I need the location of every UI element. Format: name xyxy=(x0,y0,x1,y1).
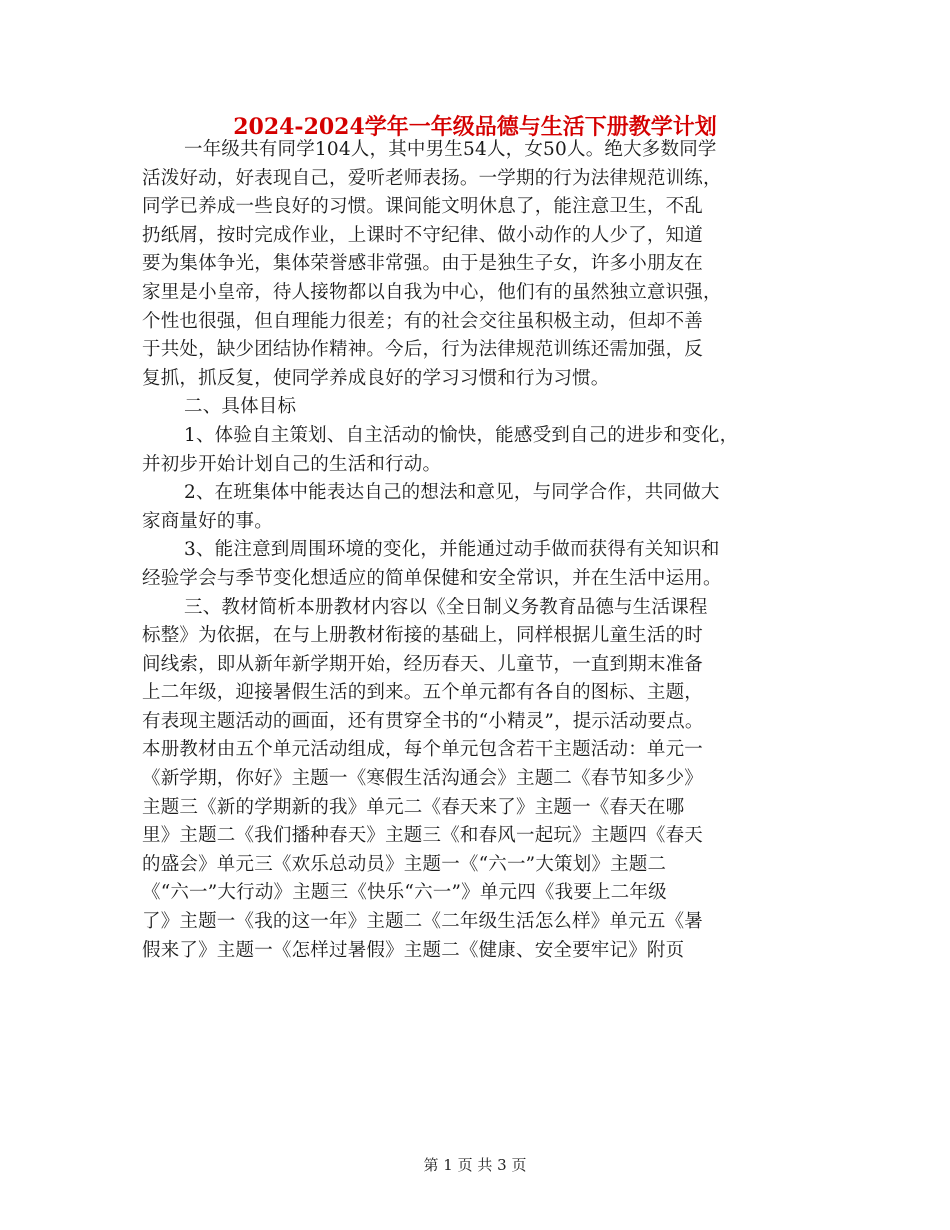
paragraph-line: 于共处，缺少团结协作精神。今后，行为法律规范训练还需加强，反 xyxy=(142,339,704,361)
paragraph-line: 活泼好动，好表现自己，爱听老师表扬。一学期的行为法律规范训练， xyxy=(142,167,722,189)
paragraph-line: 复抓，抓反复，使同学养成良好的学习习惯和行为习惯。 xyxy=(142,367,610,389)
paragraph-line: 标整》为依据，在与上册教材衔接的基础上，同样根据儿童生活的时 xyxy=(142,625,704,647)
paragraph-line: 上二年级，迎接暑假生活的到来。五个单元都有各自的图标、主题， xyxy=(142,682,704,704)
paragraph-line: 里》主题二《我们播种春天》主题三《和春风一起玩》主题四《春天 xyxy=(142,825,704,847)
paragraph-line: 《“六一”大行动》主题三《快乐“六一”》单元四《我要上二年级 xyxy=(142,882,667,904)
document-title: 2024-2024学年一年级品德与生活下册教学计划 xyxy=(233,114,717,140)
paragraph-line: 并初步开始计划自己的生活和行动。 xyxy=(142,453,442,475)
paragraph-line: 经验学会与季节变化想适应的简单保健和安全常识，并在生活中运用。 xyxy=(142,567,722,589)
paragraph-line: 本册教材由五个单元活动组成，每个单元包含若干主题活动：单元一 xyxy=(142,739,704,761)
paragraph-line: 2、在班集体中能表达自己的想法和意见，与同学合作，共同做大 xyxy=(184,482,720,504)
paragraph-line: 3、能注意到周围环境的变化，并能通过动手做而获得有关知识和 xyxy=(184,539,720,561)
paragraph-line: 了》主题一《我的这一年》主题二《二年级生活怎么样》单元五《暑 xyxy=(142,911,704,933)
paragraph-line: 《新学期，你好》主题一《寒假生活沟通会》主题二《春节知多少》 xyxy=(142,768,704,790)
paragraph-line: 一年级共有同学104人，其中男生54人，女50人。绝大多数同学 xyxy=(184,139,717,160)
section-heading: 三、教材简析本册教材内容以《全日制义务教育品德与生活课程 xyxy=(184,596,708,618)
paragraph-line: 同学已养成一些良好的习惯。课间能文明休息了，能注意卫生，不乱 xyxy=(142,196,704,218)
paragraph-line: 假来了》主题一《怎样过暑假》主题二《健康、安全要牢记》附页 xyxy=(142,939,685,961)
document-body xyxy=(142,136,822,965)
paragraph-line: 个性也很强，但自理能力很差；有的社会交往虽积极主动，但却不善 xyxy=(142,310,704,332)
section-heading: 二、具体目标 xyxy=(184,396,297,418)
paragraph-line: 间线索，即从新年新学期开始，经历春天、儿童节，一直到期末准备 xyxy=(142,653,704,675)
paragraph-line: 扔纸屑，按时完成作业，上课时不守纪律、做小动作的人少了，知道 xyxy=(142,224,704,246)
paragraph-line: 家里是小皇帝，待人接物都以自我为中心，他们有的虽然独立意识强， xyxy=(142,281,722,303)
paragraph-line: 有表现主题活动的画面，还有贯穿全书的“小精灵”，提示活动要点。 xyxy=(142,710,704,732)
paragraph-line: 要为集体争光，集体荣誉感非常强。由于是独生子女，许多小朋友在 xyxy=(142,253,704,275)
paragraph-line: 1、体验自主策划、自主活动的愉快，能感受到自己的进步和变化， xyxy=(184,424,739,446)
paragraph-line: 的盛会》单元三《欢乐总动员》主题一《“六一”大策划》主题二 xyxy=(142,853,667,875)
paragraph-line: 家商量好的事。 xyxy=(142,510,273,532)
page-footer: 第 1 页 共 3 页 xyxy=(423,1156,527,1174)
paragraph-line: 主题三《新的学期新的我》单元二《春天来了》主题一《春天在哪 xyxy=(142,796,685,818)
